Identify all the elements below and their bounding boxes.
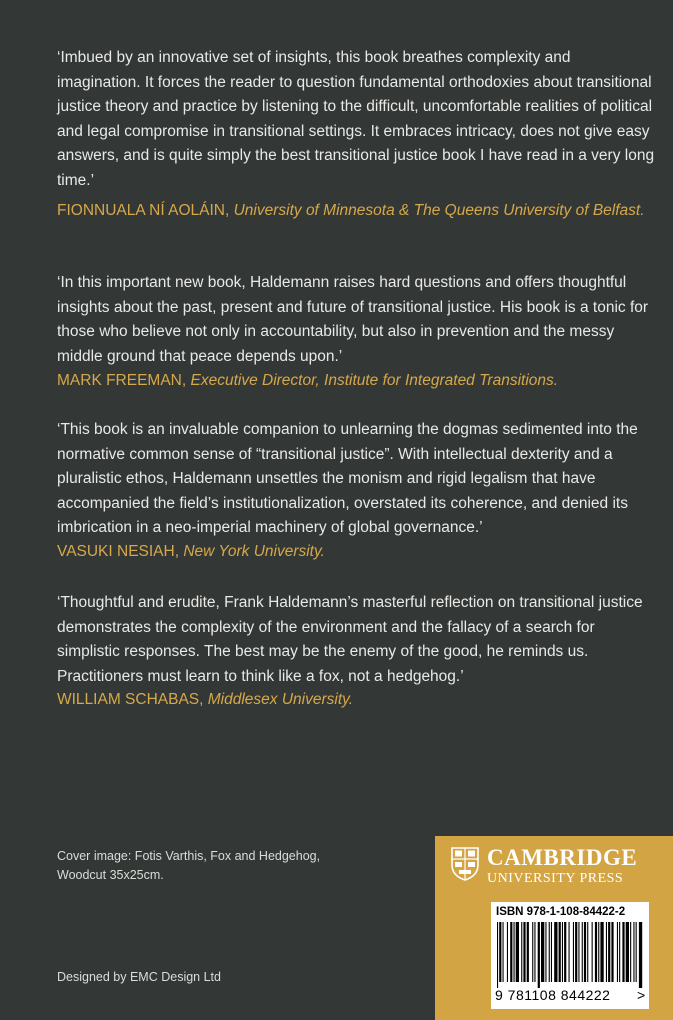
cover-credit-line-1: Cover image: Fotis Varthis, Fox and Hedgehog,: [57, 849, 321, 863]
cover-image-credit: [57, 847, 320, 885]
endorser-affiliation: University of Minnesota & The Queens University of Belfast.: [233, 202, 645, 219]
endorser-name: WILLIAM SCHABAS,: [57, 691, 204, 708]
publisher-name: CAMBRIDGE: [487, 845, 638, 870]
endorsement-attribution: [57, 199, 657, 224]
endorser-affiliation: New York University.: [183, 543, 325, 560]
publisher-panel: [435, 836, 673, 1020]
endorsement-attribution: [57, 688, 657, 713]
endorsement-attribution: [57, 540, 657, 565]
endorser-name: FIONNUALA NÍ AOLÁIN,: [57, 202, 230, 219]
endorser-affiliation: Executive Director, Institute for Integrated Transitions.: [190, 372, 559, 389]
isbn-barcode: [491, 902, 649, 1009]
endorser-name: VASUKI NESIAH,: [57, 543, 180, 560]
endorser-name: MARK FREEMAN,: [57, 372, 187, 389]
endorsement-attribution: [57, 369, 657, 394]
endorser-affiliation: Middlesex University.: [207, 691, 354, 708]
isbn-label: ISBN 978-1-108-84422-2: [496, 906, 626, 918]
publisher-subname: UNIVERSITY PRESS: [487, 871, 624, 886]
endorsement-quote: ‘Imbued by an innovative set of insights, this book breathes complexity and imagination. It forces the reader to question fundamental orthodoxies about transitional justice theory and practice by listening to the difficult, uncomfortable realities of political and legal compromise in transitional settings. It embraces intricacy, does not give easy answers, and is quite simply the best transitional justice book I have read in a very long time.’: [57, 49, 655, 189]
barcode-digits: 9 781108 844222: [495, 987, 611, 1003]
barcode-bars: [495, 922, 645, 988]
endorsement-quote: ‘This book is an invaluable companion to unlearning the dogmas sedimented into the normative common sense of “transitional justice”. With intellectual dexterity and a pluralistic ethos, Haldemann unsettles the monism and rigid legalism that have accompanied the field’s institutionalization, overstated its coherence, and denied its imbrication in a neo-imperial machinery of global governance.’: [57, 421, 638, 537]
cambridge-shield-icon: [451, 847, 479, 881]
endorsement-quote: ‘Thoughtful and erudite, Frank Haldemann’s masterful reflection on transitional justice demonstrates the complexity of the environment and the fallacy of a search for simplistic responses. The best may be the enemy of the good, he reminds us. Practitioners must learn to think like a fox, not a hedgehog.’: [57, 594, 643, 685]
design-credit: Designed by EMC Design Ltd: [57, 970, 221, 984]
endorsement-quote: ‘In this important new book, Haldemann raises hard questions and offers thoughtful insights about the past, present and future of transitional justice. His book is a tonic for those who believe not only in accountability, but also in prevention and the messy middle ground that peace depends upon.’: [57, 274, 649, 365]
cover-credit-line-2: Woodcut 35x25cm.: [57, 868, 164, 882]
barcode-chevron-icon: >: [637, 987, 646, 1003]
